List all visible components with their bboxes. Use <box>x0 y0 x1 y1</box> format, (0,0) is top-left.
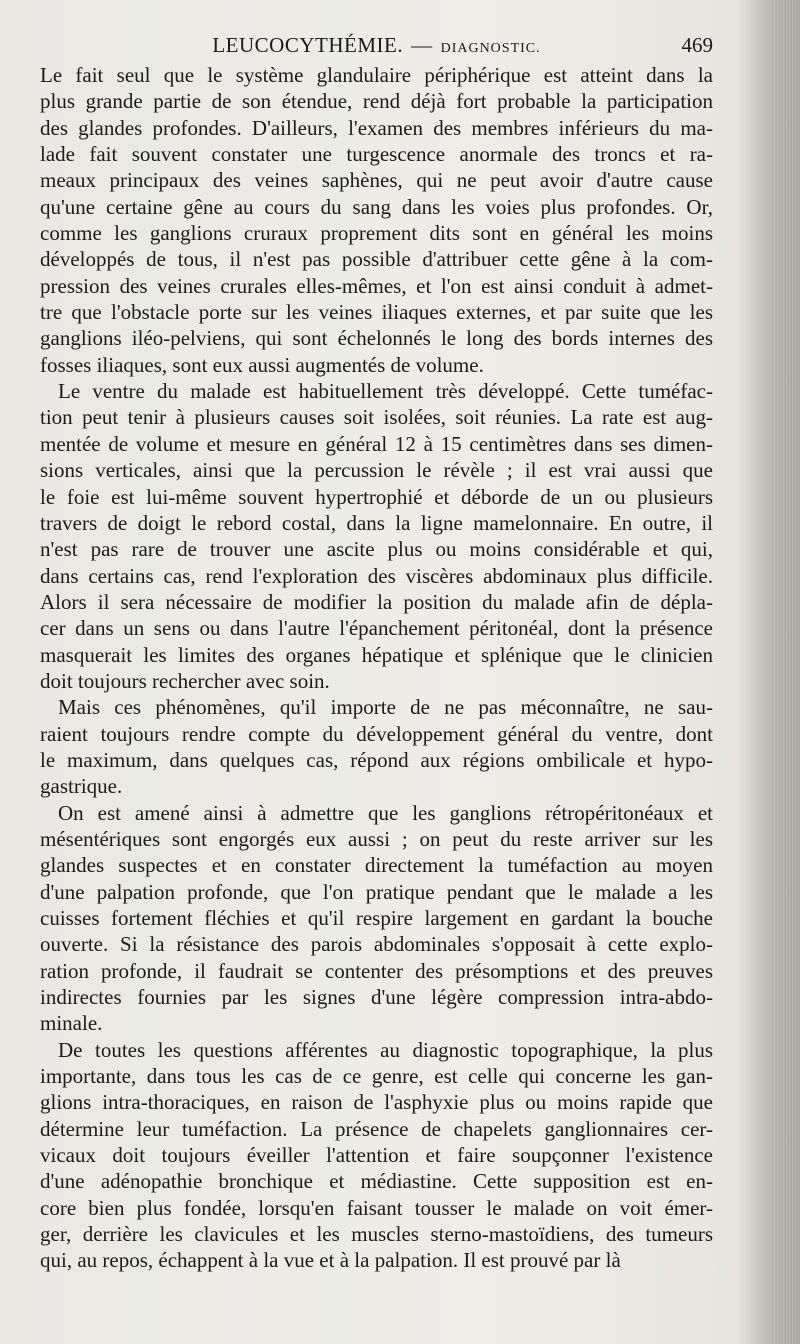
text-line: plus grande partie de son étendue, rend déjà fort probable la participation <box>40 89 713 114</box>
text-line: comme les ganglions cruraux proprement dits sont en général les moins <box>40 221 713 246</box>
text-line: détermine leur tuméfaction. La présence de chapelets ganglionnaires cer- <box>40 1116 713 1141</box>
paragraph <box>40 694 713 799</box>
text-line: gastrique. <box>40 774 123 799</box>
running-head <box>40 30 713 60</box>
text-line: dans certains cas, rend l'exploration des viscères abdominaux plus difficile. <box>40 563 713 588</box>
text-line: pression des veines crurales elles-mêmes, et l'on est ainsi conduit à admet- <box>40 273 713 298</box>
text-line: ration profonde, il faudrait se contenter des présomptions et des preuves <box>40 958 713 983</box>
text-line: sions verticales, ainsi que la percussion le révèle ; il est vrai aussi que <box>40 458 713 483</box>
text-line: le maximum, dans quelques cas, répond aux régions ombilicale et hypo- <box>40 747 713 772</box>
text-line: Le fait seul que le système glandulaire périphérique est atteint dans la <box>40 63 713 87</box>
text-line: masquerait les limites des organes hépatique et splénique que le clinicien <box>40 642 713 667</box>
text-line: qu'une certaine gêne au cours du sang dans les voies plus profondes. Or, <box>40 194 713 219</box>
text-line: des glandes profondes. D'ailleurs, l'examen des membres inférieurs du ma- <box>40 115 713 140</box>
text-line: vicaux doit toujours éveiller l'attention et faire soupçonner l'existence <box>40 1143 713 1168</box>
text-line: Mais ces phénomènes, qu'il importe de ne pas méconnaître, ne sau- <box>58 695 713 720</box>
text-line: glions intra-thoraciques, en raison de l'asphyxie plus ou moins rapide que <box>40 1090 713 1115</box>
running-head-subtitle: DIAGNOSTIC. <box>440 41 541 56</box>
running-head-title-group <box>40 30 713 64</box>
text-line: cer dans un sens ou dans l'autre l'épanchement péritonéal, dont la présence <box>40 616 713 641</box>
text-line: mentée de volume et mesure en général 12 à 15 centimètres dans ses dimen- <box>40 431 713 456</box>
text-line: Alors il sera nécessaire de modifier la position du malade afin de dépla- <box>40 589 713 614</box>
text-line: importante, dans tous les cas de ce genre, est celle qui concerne les gan- <box>40 1064 713 1089</box>
text-line: On est amené ainsi à admettre que les ganglions rétropéritonéaux et <box>58 800 713 825</box>
running-head-title: LEUCOCYTHÉMIE. <box>212 33 404 57</box>
text-line: Le ventre du malade est habituellement très développé. Cette tuméfac- <box>58 379 713 404</box>
text-line: qui, au repos, échappent à la vue et à la palpation. Il est prouvé par là <box>40 1248 621 1273</box>
page-number: 469 <box>681 33 713 57</box>
text-line: le foie est lui-même souvent hypertrophié et déborde de un ou plusieurs <box>40 484 713 509</box>
running-head-separator: — <box>411 33 433 57</box>
text-line: lade fait souvent constater une turgescence anormale des troncs et ra- <box>40 142 713 167</box>
paragraph <box>40 800 713 1037</box>
text-line: tre que l'obstacle porte sur les veines iliaques externes, et par suite que les <box>40 300 713 325</box>
text-line: d'une adénopathie bronchique et médiastine. Cette supposition est en- <box>40 1169 713 1194</box>
text-line: minale. <box>40 1011 103 1036</box>
text-line: ger, derrière les clavicules et les muscles sterno-mastoïdiens, des tumeurs <box>40 1222 713 1247</box>
text-line: ouverte. Si la résistance des parois abdominales s'opposait à cette explo- <box>40 932 713 957</box>
text-line: indirectes fournies par les signes d'une légère compression intra-abdo- <box>40 985 713 1010</box>
text-line: cuisses fortement fléchies et qu'il respire largement en gardant la bouche <box>40 906 713 930</box>
text-line: tion peut tenir à plusieurs causes soit isolées, soit réunies. La rate est aug- <box>40 405 713 430</box>
text-line: raient toujours rendre compte du développement général du ventre, dont <box>40 721 713 746</box>
text-line: fosses iliaques, sont eux aussi augmentés de volume. <box>40 352 484 377</box>
text-line: développés de tous, il n'est pas possible d'attribuer cette gêne à la com- <box>40 247 713 272</box>
paragraph <box>40 62 713 378</box>
text-line: mésentériques sont engorgés eux aussi ; on peut du reste arriver sur les <box>40 826 713 851</box>
text-line: meaux principaux des veines saphènes, qui ne peut avoir d'autre cause <box>40 168 713 193</box>
text-line: travers de doigt le rebord costal, dans la ligne mamelonnaire. En outre, il <box>40 510 713 535</box>
text-line: doit toujours rechercher avec soin. <box>40 668 330 693</box>
text-line: d'une palpation profonde, que l'on pratique pendant que le malade a les <box>40 879 713 904</box>
text-line: n'est pas rare de trouver une ascite plus ou moins considérable et qui, <box>40 537 713 562</box>
text-line: core bien plus fondée, lorsqu'en faisant tousser le malade on voit émer- <box>40 1195 713 1220</box>
page-edge <box>774 0 800 1344</box>
paragraph <box>40 378 713 694</box>
body-text <box>40 62 713 1274</box>
text-line: glandes suspectes et en constater directement la tuméfaction au moyen <box>40 853 713 878</box>
text-line: De toutes les questions afférentes au diagnostic topographique, la plus <box>58 1037 713 1062</box>
text-line: ganglions iléo-pelviens, qui sont échelonnés le long des bords internes des <box>40 326 713 351</box>
paragraph <box>40 1037 713 1274</box>
